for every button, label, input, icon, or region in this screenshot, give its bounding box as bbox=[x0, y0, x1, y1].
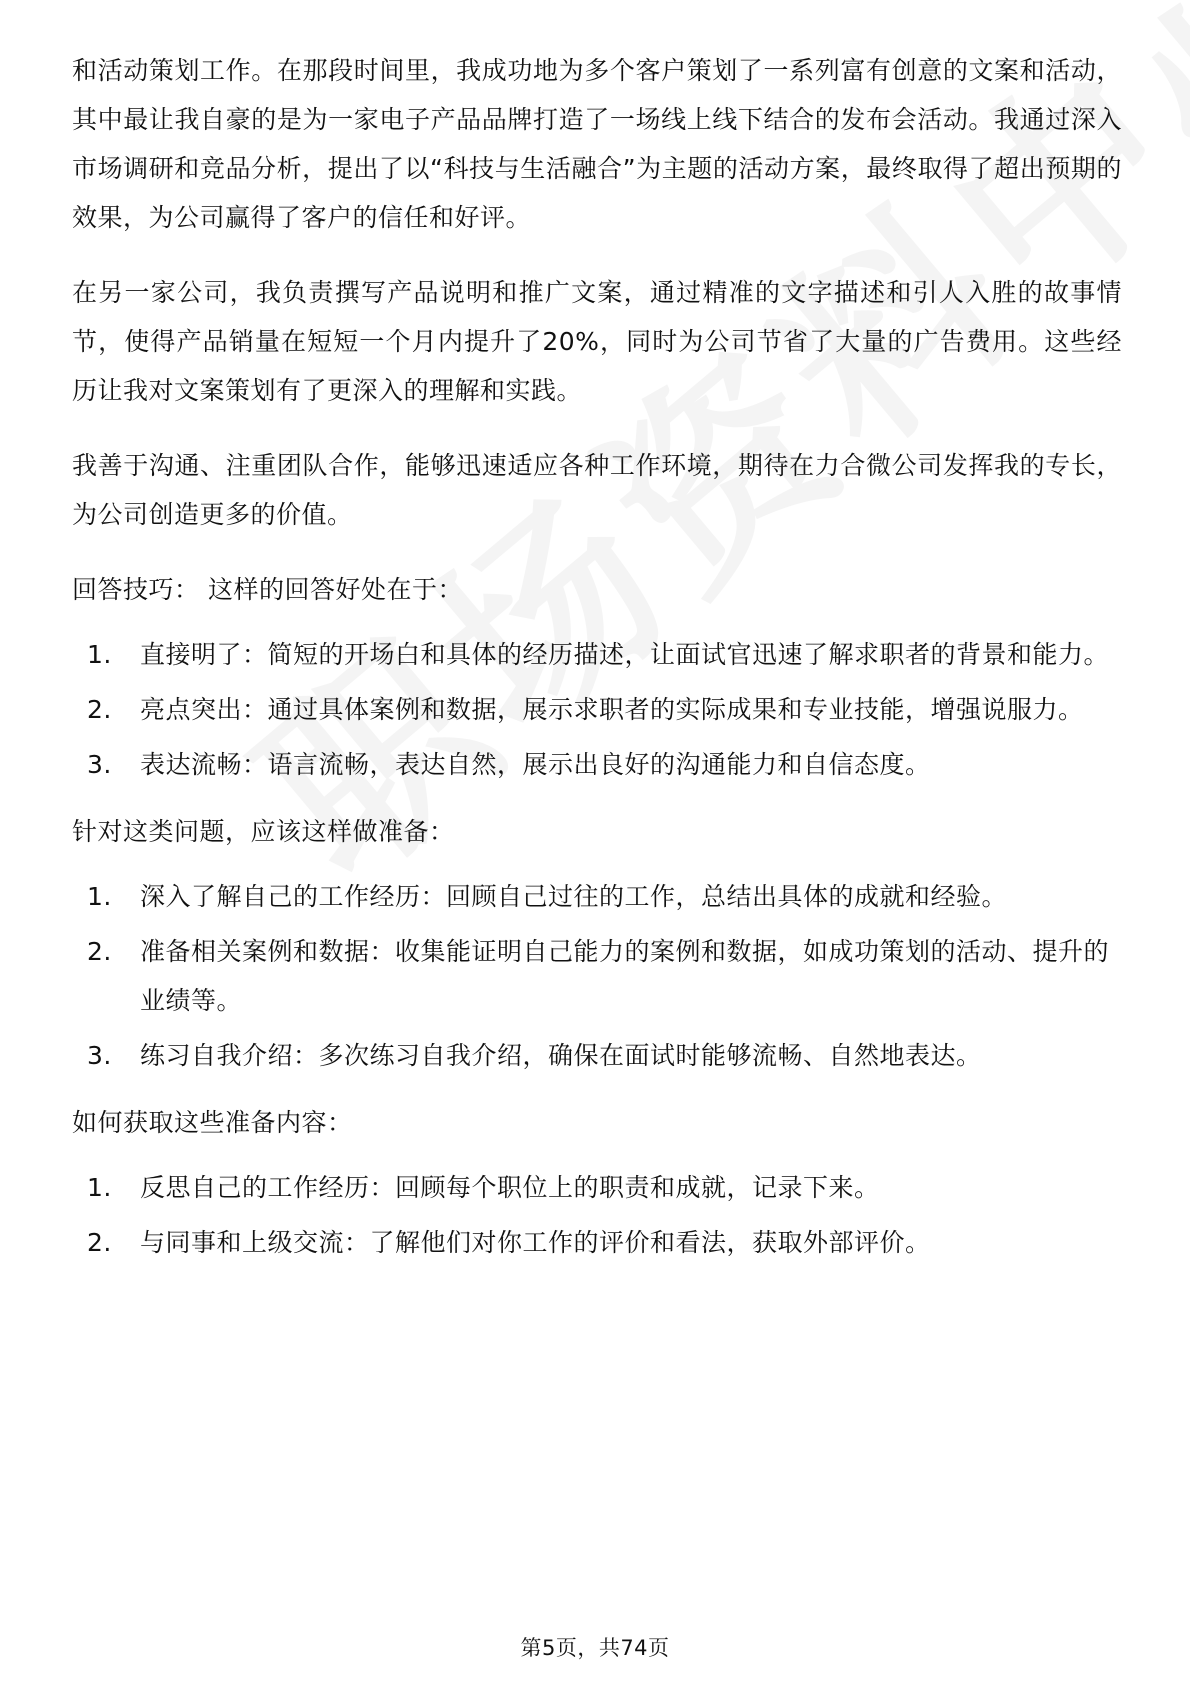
list-text: 亮点突出：通过具体案例和数据，展示求职者的实际成果和专业技能，增强说服力。 bbox=[140, 695, 1084, 724]
paragraph: 我善于沟通、注重团队合作，能够迅速适应各种工作环境，期待在力合微公司发挥我的专长，为公司创造更多的价值。 bbox=[72, 451, 1122, 529]
list-item bbox=[87, 1031, 1122, 1080]
list-text: 与同事和上级交流：了解他们对你工作的评价和看法，获取外部评价。 bbox=[140, 1228, 931, 1257]
list-text: 深入了解自己的工作经历：回顾自己过往的工作，总结出具体的成就和经验。 bbox=[140, 882, 1008, 911]
list-item bbox=[87, 685, 1122, 734]
list-item bbox=[87, 1218, 1122, 1267]
list-number: 1. bbox=[87, 1173, 112, 1202]
obtain-heading: 如何获取这些准备内容： bbox=[72, 1108, 353, 1137]
list-item bbox=[87, 740, 1122, 789]
prep-list bbox=[72, 872, 1122, 1080]
list-number: 2. bbox=[87, 695, 112, 724]
tips-heading: 回答技巧： 这样的回答好处在于： bbox=[72, 575, 463, 604]
page-footer: 第5页，共74页 bbox=[520, 1636, 670, 1660]
tips-list bbox=[72, 630, 1122, 789]
paragraph: 在另一家公司，我负责撰写产品说明和推广文案，通过精准的文字描述和引人入胜的故事情节，使得产品销量在短短一个月内提升了20%，同时为公司节省了大量的广告费用。这些经历让我对文案策划有了更深入的理解和实践。 bbox=[72, 278, 1122, 405]
list-item bbox=[87, 1163, 1122, 1212]
list-number: 3. bbox=[87, 1041, 112, 1070]
list-item bbox=[87, 872, 1122, 921]
paragraph: 和活动策划工作。在那段时间里，我成功地为多个客户策划了一系列富有创意的文案和活动，其中最让我自豪的是为一家电子产品品牌打造了一场线上线下结合的发布会活动。我通过深入市场调研和竞品分析，提出了以“科技与生活融合”为主题的活动方案，最终取得了超出预期的效果，为公司赢得了客户的信任和好评。 bbox=[72, 56, 1122, 232]
list-number: 1. bbox=[87, 882, 112, 911]
list-item bbox=[87, 630, 1122, 679]
prep-heading: 针对这类问题，应该这样做准备： bbox=[72, 817, 455, 846]
obtain-list bbox=[72, 1163, 1122, 1267]
list-number: 2. bbox=[87, 937, 112, 966]
list-number: 1. bbox=[87, 640, 112, 669]
list-number: 2. bbox=[87, 1228, 112, 1257]
document-body bbox=[72, 46, 1122, 1285]
list-item bbox=[87, 927, 1122, 1025]
list-text: 准备相关案例和数据：收集能证明自己能力的案例和数据，如成功策划的活动、提升的业绩等。 bbox=[140, 937, 1110, 1015]
list-text: 直接明了：简短的开场白和具体的经历描述，让面试官迅速了解求职者的背景和能力。 bbox=[140, 640, 1110, 669]
list-number: 3. bbox=[87, 750, 112, 779]
list-text: 反思自己的工作经历：回顾每个职位上的职责和成就，记录下来。 bbox=[140, 1173, 880, 1202]
list-text: 表达流畅：语言流畅，表达自然，展示出良好的沟通能力和自信态度。 bbox=[140, 750, 931, 779]
list-text: 练习自我介绍：多次练习自我介绍，确保在面试时能够流畅、自然地表达。 bbox=[140, 1041, 982, 1070]
